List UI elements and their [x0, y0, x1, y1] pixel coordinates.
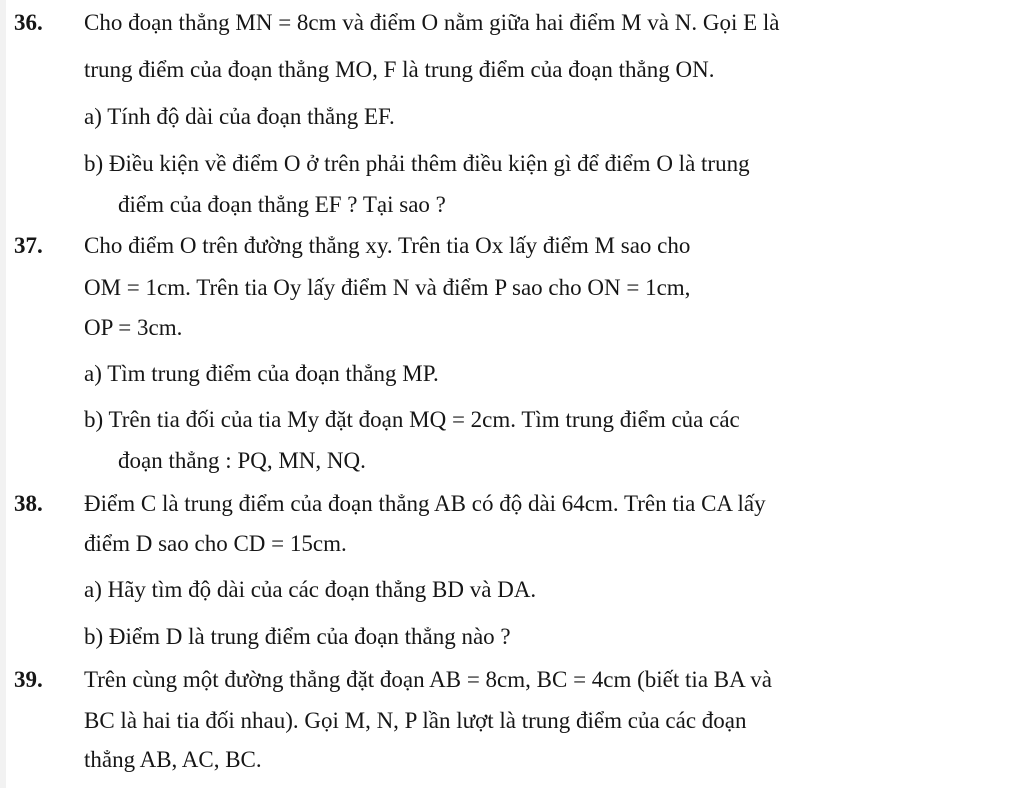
problem-text-line: BC là hai tia đối nhau). Gọi M, N, P lần lượt là trung điểm của các đoạn — [84, 708, 747, 733]
problem-number: 37. — [14, 233, 43, 258]
problem-part-a: a) Tìm trung điểm của đoạn thẳng MP. — [84, 361, 439, 386]
problem-number: 36. — [14, 10, 43, 35]
problem-text-line: Cho điểm O trên đường thẳng xy. Trên tia Ox lấy điểm M sao cho — [84, 233, 691, 258]
problem-text-line: điểm D sao cho CD = 15cm. — [84, 531, 347, 556]
problem-text-line: Trên cùng một đường thẳng đặt đoạn AB = 8cm, BC = 4cm (biết tia BA và — [84, 667, 772, 692]
problem-part-b: b) Điểm D là trung điểm của đoạn thẳng nào ? — [84, 624, 511, 649]
problem-text-line: thẳng AB, AC, BC. — [84, 747, 262, 772]
problem-part-b-continued: điểm của đoạn thẳng EF ? Tại sao ? — [118, 192, 446, 217]
problem-text-line: OM = 1cm. Trên tia Oy lấy điểm N và điểm P sao cho ON = 1cm, — [84, 275, 691, 300]
problem-text-line: trung điểm của đoạn thẳng MO, F là trung điểm của đoạn thẳng ON. — [84, 57, 715, 82]
problem-text-line: Cho đoạn thẳng MN = 8cm và điểm O nằm giữa hai điểm M và N. Gọi E là — [84, 10, 780, 35]
problem-number: 38. — [14, 491, 43, 516]
problem-part-b: b) Điều kiện về điểm O ở trên phải thêm điều kiện gì để điểm O là trung — [84, 151, 750, 176]
problem-text-line: OP = 3cm. — [84, 315, 183, 340]
problem-part-b-continued: đoạn thẳng : PQ, MN, NQ. — [118, 448, 366, 473]
problem-part-a: a) Tính độ dài của đoạn thẳng EF. — [84, 104, 395, 129]
page-edge — [0, 0, 6, 788]
problem-number: 39. — [14, 667, 43, 692]
problem-part-b: b) Trên tia đối của tia My đặt đoạn MQ = 2cm. Tìm trung điểm của các — [84, 407, 740, 432]
problem-text-line: Điểm C là trung điểm của đoạn thẳng AB có độ dài 64cm. Trên tia CA lấy — [84, 491, 766, 516]
problem-part-a: a) Hãy tìm độ dài của các đoạn thẳng BD và DA. — [84, 577, 537, 602]
